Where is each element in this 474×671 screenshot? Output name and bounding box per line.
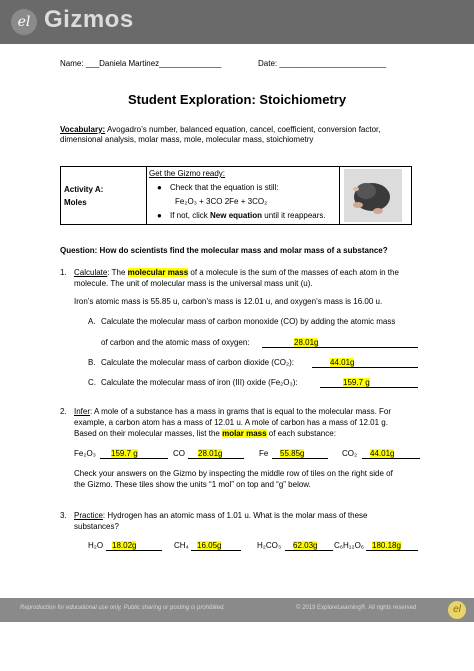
q2-answer-fe2o3[interactable]: 159.7 g	[111, 449, 138, 458]
vocabulary-label: Vocabulary:	[60, 125, 106, 134]
date-value: ________________________	[279, 59, 387, 68]
q1a-line-1: Calculate the molecular mass of carbon monoxide (CO) by adding the atomic mass	[101, 317, 396, 326]
q3-formula-h2co3: H₂CO₃	[257, 541, 282, 550]
q2-formula-fe: Fe	[259, 449, 269, 458]
bullet-1-text: Check that the equation is still:	[170, 183, 279, 192]
footer-reproduction-notice: Reproduction for educational use only. Public sharing or posting is prohibited.	[20, 605, 226, 611]
q1c-label: C.	[88, 378, 96, 387]
name-label: Name:	[60, 59, 84, 68]
q2-line-3: Based on their molecular masses, list the molar mass of each substance:	[74, 429, 336, 438]
footer-bar	[0, 598, 474, 622]
q1c-text: Calculate the molecular mass of iron (III) oxide (Fe₂O₃):	[101, 378, 298, 387]
q2-formula-co2: CO₂	[342, 449, 358, 458]
q3-line-2: substances?	[74, 522, 119, 531]
q2-answer-fe[interactable]: 55.85g	[280, 449, 305, 458]
q1b-answer[interactable]: 44.01g	[330, 358, 355, 367]
name-line	[60, 59, 221, 69]
q2-number: 2.	[60, 407, 67, 416]
q1a-line-2: of carbon and the atomic mass of oxygen:	[101, 338, 250, 347]
equation: Fe₂O₃ + 3CO 2Fe + 3CO₂	[175, 197, 268, 206]
q2-formula-fe2o3: Fe₂O₃	[74, 449, 96, 458]
q1-number: 1.	[60, 268, 67, 277]
q3-answer-h2o[interactable]: 18.02g	[112, 541, 137, 550]
q1-line-2: molecule. The unit of molecular mass is the universal mass unit (u).	[74, 279, 313, 288]
q2-line-1: Infer: A mole of a substance has a mass in grams that is equal to the molecular mass. For	[74, 407, 392, 416]
q3-formula-ch4: CH₄	[174, 541, 189, 550]
vocabulary-terms-1: Avogadro’s number, balanced equation, cancel, coefficient, conversion factor,	[105, 125, 381, 134]
q3-line-1: Practice: Hydrogen has an atomic mass of 1.01 u. What is the molar mass of these	[74, 511, 368, 520]
q3-answer-ch4[interactable]: 16.05g	[197, 541, 222, 550]
activity-cell	[61, 167, 147, 225]
q1-label: Calculate	[74, 268, 108, 277]
q1-atomic-masses: Iron’s atomic mass is 55.85 u, carbon’s mass is 12.01 u, and oxygen’s mass is 16.00 u.	[74, 297, 383, 306]
q1a-answer[interactable]: 28.01g	[294, 338, 319, 347]
vocabulary-line-1	[60, 125, 381, 135]
q3-number: 3.	[60, 511, 67, 520]
date-label: Date:	[258, 59, 278, 68]
bullet-icon: ●	[157, 183, 162, 192]
molecular-mass-term: molecular mass	[127, 268, 189, 277]
q2-label: Infer	[74, 407, 91, 416]
q3-formula-h2o: H₂O	[88, 541, 104, 550]
mole-image	[344, 169, 402, 222]
q2-formula-co: CO	[173, 449, 185, 458]
main-question: Question: How do scientists find the molecular mass and molar mass of a substance?	[60, 246, 388, 255]
name-value: ___Daniela Martinez______________	[85, 59, 222, 68]
new-equation-label: New equation	[210, 211, 263, 220]
page-title: Student Exploration: Stoichiometry	[127, 92, 347, 107]
q2-check-line-1: Check your answers on the Gizmo by inspecting the middle row of tiles on the right side of	[74, 469, 393, 478]
vocabulary-line-2: dimensional analysis, molar mass, mole, molecular mass, stoichiometry	[60, 135, 314, 144]
q2-answer-co[interactable]: 28.01g	[198, 449, 223, 458]
activity-label: Activity A:	[64, 185, 104, 194]
q1-line-1: Calculate: The molecular mass of a molecule is the sum of the masses of each atom in the	[74, 268, 399, 277]
q1c-answer[interactable]: 159.7 g	[343, 378, 370, 387]
q3-answer-h2co3[interactable]: 62.03g	[293, 541, 318, 550]
explorelearning-logo-icon: el	[11, 9, 37, 35]
bullet-2-text: If not, click New equation until it reappears.	[170, 211, 326, 220]
q1b-answer-line	[312, 367, 418, 368]
q1a-label: A.	[88, 317, 96, 326]
q2-check-line-2: the Gizmo. These tiles show the units “1 mol” on top and “g” below.	[74, 480, 311, 489]
activity-name: Moles	[64, 198, 87, 207]
date-line	[258, 59, 386, 69]
q3-formula-c6h12o6: C₆H₁₂O₆	[334, 541, 365, 550]
gizmos-brand: Gizmos	[44, 6, 134, 33]
q1b-text: Calculate the molecular mass of carbon dioxide (CO₂):	[101, 358, 294, 367]
q2-line-2: example, a carbon atom has a mass of 12.01 u. A mole of carbon has a mass of 12.01 g.	[74, 418, 388, 427]
gizmo-ready-heading: Get the Gizmo ready:	[149, 169, 226, 178]
explorelearning-footer-logo-icon: el	[448, 601, 466, 619]
footer-copyright: © 2019 ExploreLearning®. All rights reserved	[296, 605, 417, 611]
header-bar	[0, 0, 474, 44]
bullet-icon: ●	[157, 211, 162, 220]
molar-mass-term: molar mass	[222, 429, 267, 438]
q1a-answer-line	[262, 347, 418, 348]
q3-answer-c6h12o6[interactable]: 180.18g	[372, 541, 401, 550]
q2-answer-co2[interactable]: 44.01g	[370, 449, 395, 458]
q3-label: Practice	[74, 511, 103, 520]
q1b-label: B.	[88, 358, 96, 367]
